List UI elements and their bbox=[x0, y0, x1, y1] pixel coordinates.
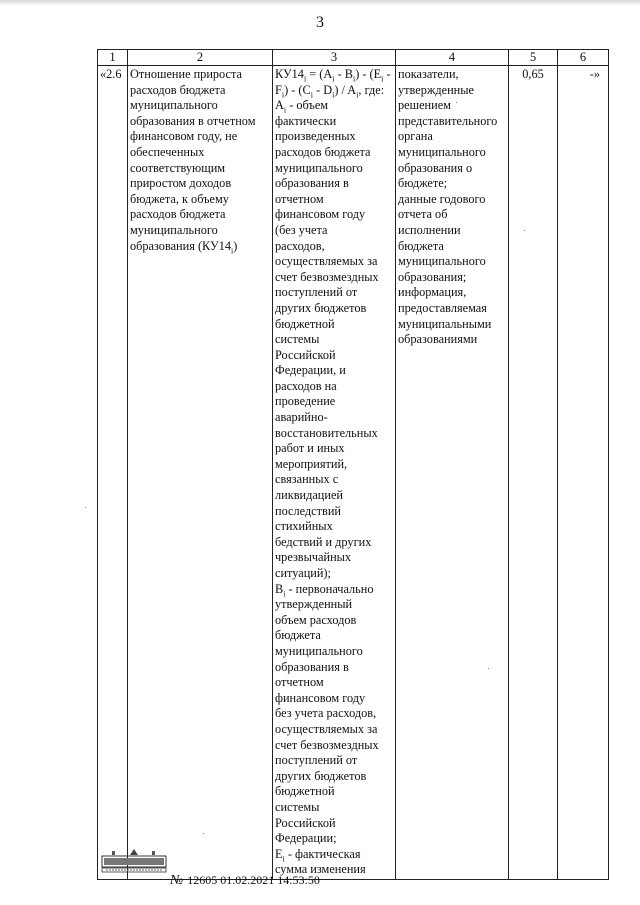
indicator-name: Отношение прироста расходов бюджета муниципального образования в отчетном финансовом году, не обеспеченных соответствующим приростом доходов бюджета, к объему расходов бюджета муниципального образования (КУ14 bbox=[130, 67, 256, 253]
definition-a-letter: A bbox=[275, 98, 284, 113]
formula-text: ) - (C bbox=[284, 82, 311, 97]
formula-text: - F bbox=[275, 67, 391, 97]
row-number: «2.6 bbox=[100, 67, 122, 81]
formula-sub: i bbox=[303, 74, 307, 84]
definition-b-sub: i bbox=[283, 589, 286, 599]
formula-subscript: i bbox=[352, 74, 356, 84]
scan-speck bbox=[85, 507, 86, 508]
definition-e-letter: E bbox=[275, 846, 283, 861]
definition-b bbox=[275, 582, 393, 847]
header-col-1: 1 bbox=[98, 50, 128, 66]
formula-text: - B bbox=[334, 67, 353, 81]
row-number-cell bbox=[98, 66, 128, 880]
header-col-4: 4 bbox=[396, 50, 509, 66]
registration-line bbox=[170, 873, 320, 889]
threshold-cell bbox=[509, 66, 558, 880]
formula bbox=[275, 67, 393, 98]
definition-b-text: - первоначально утвержденный объем расходов бюджета муниципального образования в отчетном финансовом году без учета расходов, осуществляемых за счет безвозмездных поступлений от других бюджетов бюджетной системы Российской Федерации; bbox=[275, 581, 379, 846]
score-value: -» bbox=[589, 67, 600, 81]
data-source: показатели, утвержденные решением представительного органа муниципального образования о бюджете; данные годового отчета об исполнении бюджета муниципального образования; информация, предоставляемая муниципальными образованиями bbox=[398, 67, 498, 347]
footer bbox=[100, 848, 540, 888]
indicator-name-end: ) bbox=[233, 238, 238, 253]
registration-number-mark: № bbox=[170, 873, 184, 888]
scan-speck bbox=[456, 102, 457, 103]
scan-speck bbox=[488, 668, 489, 669]
definition-a-text: - объем фактически произведенных расходов бюджета муниципального образования в отчетном финансовом году (без учета расходов, осуществляемых за счет безвозмездных поступлений от других бюджетов бюджетной системы Российской Федерации, и расходов на проведение аварийно- восстановительных работ и иных мероприятий, связанных с ликвидацией последствий стихийных бедствий и других чрезвычайных ситуаций); bbox=[275, 98, 379, 580]
formula-subscript: i bbox=[356, 90, 359, 100]
page-number: 3 bbox=[316, 14, 324, 31]
formula-subscript: i bbox=[332, 90, 335, 100]
formula-rest: = (A bbox=[306, 67, 333, 81]
criteria-table bbox=[97, 49, 609, 880]
table-row bbox=[98, 66, 609, 880]
indicator-name-cell bbox=[128, 66, 273, 880]
header-col-2: 2 bbox=[128, 50, 273, 66]
formula-prefix: КУ14 bbox=[275, 67, 304, 81]
header-col-6: 6 bbox=[558, 50, 609, 66]
formula-cell bbox=[273, 66, 396, 880]
registry-stamp-logo bbox=[100, 848, 168, 874]
formula-text: ) - (E bbox=[355, 67, 382, 81]
data-source-cell bbox=[396, 66, 509, 880]
definition-e-sub: i bbox=[282, 854, 285, 864]
formula-text: ) / A bbox=[334, 82, 357, 97]
formula-text: , где: bbox=[358, 82, 385, 97]
definition-e-text: - фактическая сумма изменения bbox=[275, 846, 366, 877]
header-col-3: 3 bbox=[273, 50, 396, 66]
definition-a bbox=[275, 98, 393, 581]
formula-subscript: i bbox=[310, 90, 313, 100]
scan-edge bbox=[0, 0, 640, 6]
formula-subscript: i bbox=[381, 74, 384, 84]
threshold-value: 0,65 bbox=[522, 67, 544, 81]
definition-b-letter: B bbox=[275, 581, 284, 596]
table-header-row bbox=[98, 50, 609, 66]
definition-a-sub: i bbox=[283, 105, 287, 115]
score-cell bbox=[558, 66, 609, 880]
scan-speck bbox=[203, 833, 204, 834]
scan-speck bbox=[524, 230, 525, 231]
indicator-name-sub: i bbox=[231, 245, 234, 255]
formula-subscript: i bbox=[281, 90, 285, 100]
formula-text: - D bbox=[312, 82, 333, 97]
formula-subscript: i bbox=[332, 74, 335, 84]
registration-text: 12605 01.02.2021 14:53:50 bbox=[187, 873, 320, 887]
header-col-5: 5 bbox=[509, 50, 558, 66]
